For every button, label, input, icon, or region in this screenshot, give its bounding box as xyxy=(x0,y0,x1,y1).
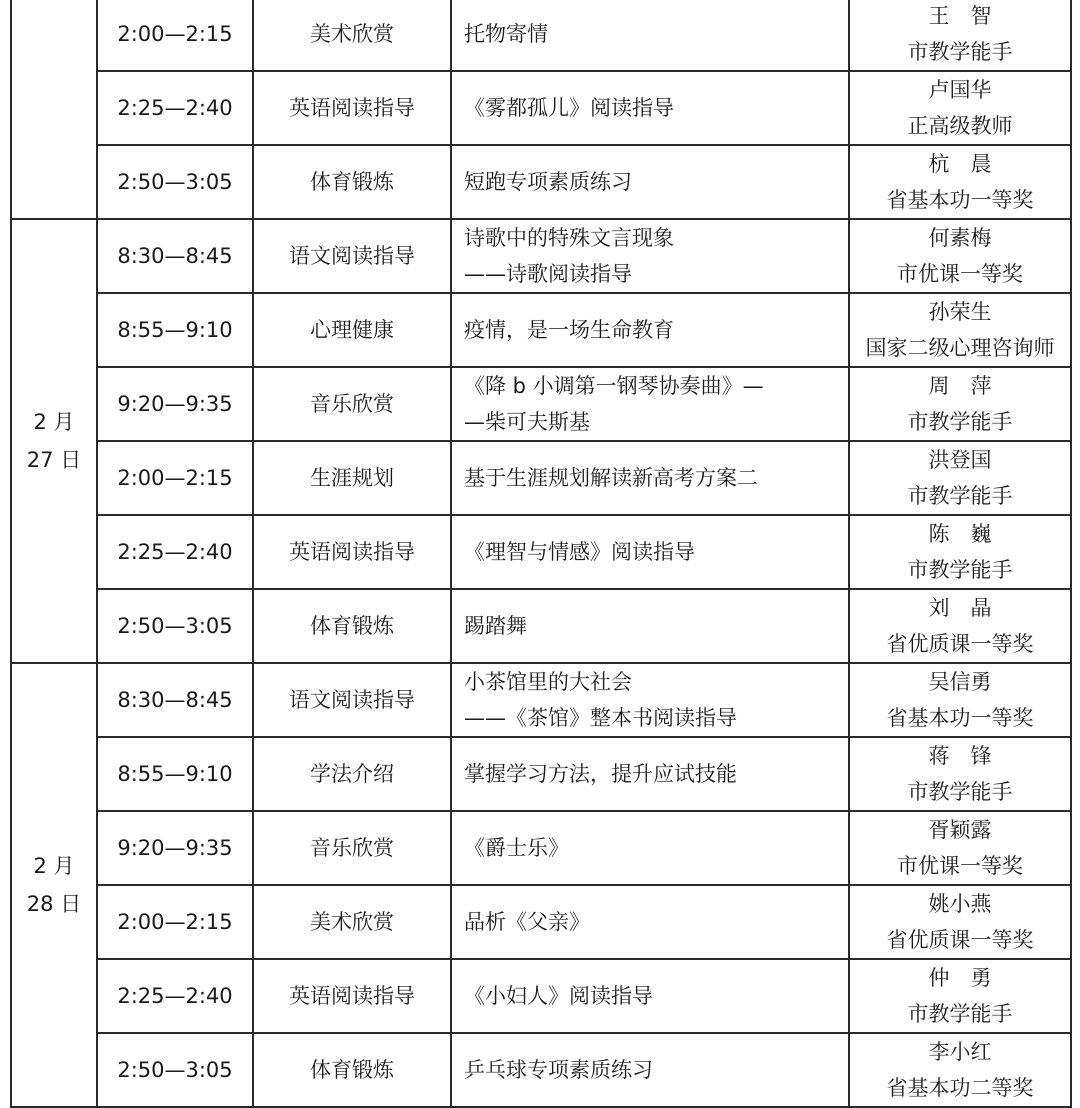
teacher-cell xyxy=(849,145,1071,219)
schedule-body xyxy=(11,0,1071,1107)
time-cell: 9:20—9:35 xyxy=(97,811,253,885)
table-row xyxy=(11,663,1071,737)
teacher-title: 省基本功一等奖 xyxy=(886,706,1034,730)
table-row xyxy=(11,293,1071,367)
teacher-title: 省基本功一等奖 xyxy=(886,188,1034,212)
topic-line: —柴可夫斯基 xyxy=(464,410,590,434)
teacher-name: 何素梅 xyxy=(928,226,992,250)
teacher-cell xyxy=(849,737,1071,811)
topic-line: 小茶馆里的大社会 xyxy=(464,670,632,694)
time-cell: 2:00—2:15 xyxy=(97,885,253,959)
table-row xyxy=(11,737,1071,811)
teacher-title: 市教学能手 xyxy=(907,410,1013,434)
date-cell xyxy=(11,663,97,1107)
time-cell: 2:00—2:15 xyxy=(97,0,253,71)
topic-cell xyxy=(451,885,849,959)
time-cell: 2:50—3:05 xyxy=(97,1033,253,1107)
subject-cell: 美术欣赏 xyxy=(253,885,451,959)
topic-line: 掌握学习方法，提升应试技能 xyxy=(464,762,737,786)
topic-cell xyxy=(451,1033,849,1107)
schedule-table xyxy=(10,0,1072,1108)
teacher-title: 市优课一等奖 xyxy=(897,854,1023,878)
table-row xyxy=(11,1033,1071,1107)
topic-cell xyxy=(451,589,849,663)
table-row xyxy=(11,71,1071,145)
teacher-title: 市教学能手 xyxy=(907,780,1013,804)
subject-cell: 英语阅读指导 xyxy=(253,71,451,145)
topic-cell xyxy=(451,0,849,71)
topic-cell xyxy=(451,663,849,737)
teacher-cell xyxy=(849,441,1071,515)
subject-cell: 心理健康 xyxy=(253,293,451,367)
topic-line: ——诗歌阅读指导 xyxy=(464,262,632,286)
topic-cell xyxy=(451,219,849,293)
teacher-title: 市优课一等奖 xyxy=(897,262,1023,286)
topic-cell xyxy=(451,811,849,885)
topic-line: 《理智与情感》阅读指导 xyxy=(464,540,695,564)
teacher-cell xyxy=(849,663,1071,737)
teacher-name: 周 萍 xyxy=(928,374,992,398)
subject-cell: 音乐欣赏 xyxy=(253,367,451,441)
time-cell: 8:30—8:45 xyxy=(97,219,253,293)
time-cell: 2:25—2:40 xyxy=(97,959,253,1033)
teacher-title: 市教学能手 xyxy=(907,1002,1013,1026)
teacher-cell xyxy=(849,515,1071,589)
topic-line: 托物寄情 xyxy=(464,22,548,46)
teacher-cell xyxy=(849,959,1071,1033)
time-cell: 8:55—9:10 xyxy=(97,737,253,811)
table-row xyxy=(11,811,1071,885)
teacher-name: 仲 勇 xyxy=(928,966,992,990)
subject-cell: 学法介绍 xyxy=(253,737,451,811)
topic-cell xyxy=(451,737,849,811)
teacher-title: 国家二级心理咨询师 xyxy=(865,336,1055,360)
teacher-name: 孙荣生 xyxy=(928,300,992,324)
topic-line: 《雾都孤儿》阅读指导 xyxy=(464,96,674,120)
table-row xyxy=(11,0,1071,71)
time-cell: 2:50—3:05 xyxy=(97,589,253,663)
teacher-cell xyxy=(849,219,1071,293)
subject-cell: 生涯规划 xyxy=(253,441,451,515)
teacher-name: 吴信勇 xyxy=(928,670,992,694)
subject-cell: 体育锻炼 xyxy=(253,1033,451,1107)
subject-cell: 音乐欣赏 xyxy=(253,811,451,885)
time-cell: 2:25—2:40 xyxy=(97,71,253,145)
subject-cell: 英语阅读指导 xyxy=(253,959,451,1033)
topic-line: 短跑专项素质练习 xyxy=(464,170,632,194)
topic-cell xyxy=(451,441,849,515)
teacher-title: 市教学能手 xyxy=(907,40,1013,64)
teacher-name: 卢国华 xyxy=(928,78,992,102)
teacher-name: 王 智 xyxy=(928,4,992,28)
time-cell: 8:30—8:45 xyxy=(97,663,253,737)
table-row xyxy=(11,441,1071,515)
date-line: 28 日 xyxy=(26,892,82,916)
date-line: 2 月 xyxy=(33,854,75,878)
teacher-cell xyxy=(849,0,1071,71)
topic-line: 踢踏舞 xyxy=(464,614,527,638)
subject-cell: 美术欣赏 xyxy=(253,0,451,71)
teacher-title: 省优质课一等奖 xyxy=(886,632,1034,656)
date-cell xyxy=(11,219,97,663)
teacher-name: 胥颖露 xyxy=(928,818,992,842)
time-cell: 9:20—9:35 xyxy=(97,367,253,441)
topic-line: 诗歌中的特殊文言现象 xyxy=(464,226,674,250)
teacher-cell xyxy=(849,885,1071,959)
teacher-name: 洪登国 xyxy=(928,448,992,472)
date-line: 27 日 xyxy=(26,448,82,472)
topic-cell xyxy=(451,367,849,441)
teacher-name: 杭 晨 xyxy=(928,152,992,176)
topic-cell xyxy=(451,71,849,145)
table-row xyxy=(11,959,1071,1033)
teacher-name: 陈 巍 xyxy=(928,522,992,546)
teacher-name: 蒋 锋 xyxy=(928,744,992,768)
date-line: 2 月 xyxy=(33,410,75,434)
teacher-name: 刘 晶 xyxy=(928,596,992,620)
teacher-cell xyxy=(849,1033,1071,1107)
time-cell: 2:50—3:05 xyxy=(97,145,253,219)
topic-line: 《爵士乐》 xyxy=(464,836,569,860)
topic-line: 疫情，是一场生命教育 xyxy=(464,318,674,342)
teacher-title: 市教学能手 xyxy=(907,558,1013,582)
topic-cell xyxy=(451,293,849,367)
teacher-cell xyxy=(849,293,1071,367)
time-cell: 8:55—9:10 xyxy=(97,293,253,367)
topic-line: 《降 b 小调第一钢琴协奏曲》— xyxy=(464,374,764,398)
table-row xyxy=(11,219,1071,293)
teacher-cell xyxy=(849,811,1071,885)
subject-cell: 体育锻炼 xyxy=(253,589,451,663)
teacher-name: 姚小燕 xyxy=(928,892,992,916)
topic-line: ——《茶馆》整本书阅读指导 xyxy=(464,706,737,730)
subject-cell: 语文阅读指导 xyxy=(253,219,451,293)
subject-cell: 体育锻炼 xyxy=(253,145,451,219)
teacher-title: 正高级教师 xyxy=(907,114,1013,138)
table-row xyxy=(11,367,1071,441)
date-cell xyxy=(11,0,97,219)
table-row xyxy=(11,589,1071,663)
teacher-name: 李小红 xyxy=(928,1040,992,1064)
teacher-title: 省基本功二等奖 xyxy=(886,1076,1034,1100)
topic-cell xyxy=(451,515,849,589)
subject-cell: 英语阅读指导 xyxy=(253,515,451,589)
topic-line: 基于生涯规划解读新高考方案二 xyxy=(464,466,758,490)
table-row xyxy=(11,145,1071,219)
teacher-title: 省优质课一等奖 xyxy=(886,928,1034,952)
time-cell: 2:25—2:40 xyxy=(97,515,253,589)
teacher-title: 市教学能手 xyxy=(907,484,1013,508)
subject-cell: 语文阅读指导 xyxy=(253,663,451,737)
topic-line: 《小妇人》阅读指导 xyxy=(464,984,653,1008)
time-cell: 2:00—2:15 xyxy=(97,441,253,515)
topic-line: 乒乓球专项素质练习 xyxy=(464,1058,653,1082)
topic-line: 品析《父亲》 xyxy=(464,910,590,934)
teacher-cell xyxy=(849,367,1071,441)
table-row xyxy=(11,515,1071,589)
table-row xyxy=(11,885,1071,959)
topic-cell xyxy=(451,959,849,1033)
teacher-cell xyxy=(849,589,1071,663)
topic-cell xyxy=(451,145,849,219)
teacher-cell xyxy=(849,71,1071,145)
